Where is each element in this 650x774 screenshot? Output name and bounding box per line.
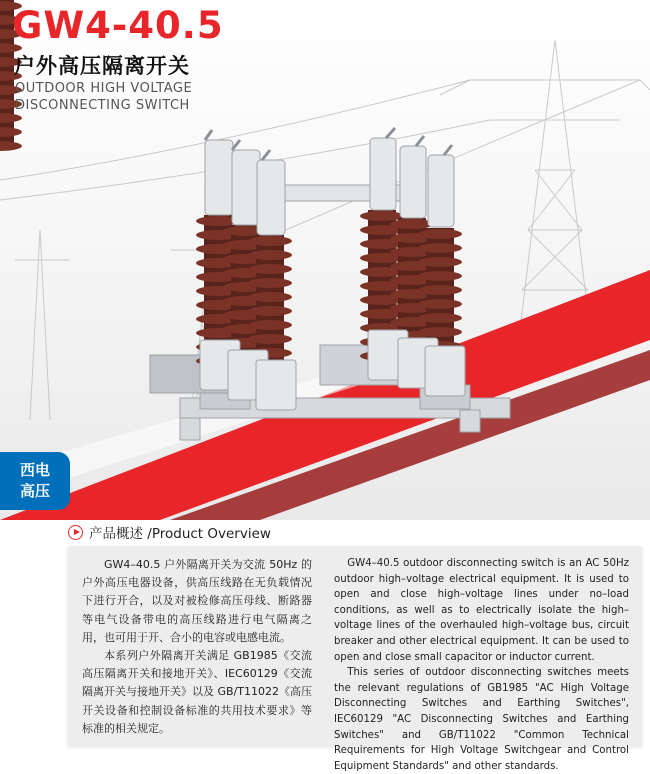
product-title-en-line2: DISCONNECTING SWITCH: [15, 98, 190, 113]
overview-cn: [82, 556, 312, 738]
model-number: GW4-40.5: [12, 4, 224, 47]
overview-cn-paragraph: 本系列户外隔离开关满足 GB1985《交流高压隔离开关和接地开关》、IEC60129《交流隔离开关与接地开关》以及 GB/T11022《高压开关设备和控制设备标准的共用技术要求》等标准的相关规定。: [82, 649, 312, 735]
product-title-en: [15, 80, 192, 114]
play-circle-icon: [68, 525, 83, 540]
product-title-cn: 户外高压隔离开关: [14, 54, 190, 78]
overview-en-paragraph: This series of outdoor disconnecting switches meets the relevant regulations of GB1985 "AC High Voltage Disconnecting Switches and Earthing Switches", IEC60129 "AC Disconnecting Switches and Earthing Switches" and GB/T11022 "Common Technical Requirements for High Voltage Switchgear and Control Equipment Standards" and other standards.: [334, 667, 629, 772]
brand-line2: 高压: [19, 482, 50, 500]
section-header: [68, 522, 271, 542]
overview-en-paragraph: GW4–40.5 outdoor disconnecting switch is an AC 50Hz outdoor high–voltage electrical equipment. It is used to open and close high–voltage lines under no–load conditions, as well as to electrically isolate the high–voltage lines of the overhauled high–voltage bus, circuit breaker and other electrical equipment. It can be used to open and close small capacitor or inductor current.: [334, 558, 629, 663]
brand-line1: 西电: [19, 461, 50, 479]
brand-badge: [0, 452, 70, 510]
overview-cn-paragraph: GW4–40.5 户外隔离开关为交流 50Hz 的户外高压电器设备，供高压线路在无负载情况下进行开合，以及对被检修高压母线、断路器等电气设备带电的高压线路进行电气隔离之用，也可用于开、合小的电容或电感电流。: [82, 558, 312, 644]
product-title-en-line1: OUTDOOR HIGH VOLTAGE: [15, 81, 193, 96]
overview-en: [334, 556, 629, 774]
section-title: 产品概述 /Product Overview: [89, 526, 271, 542]
